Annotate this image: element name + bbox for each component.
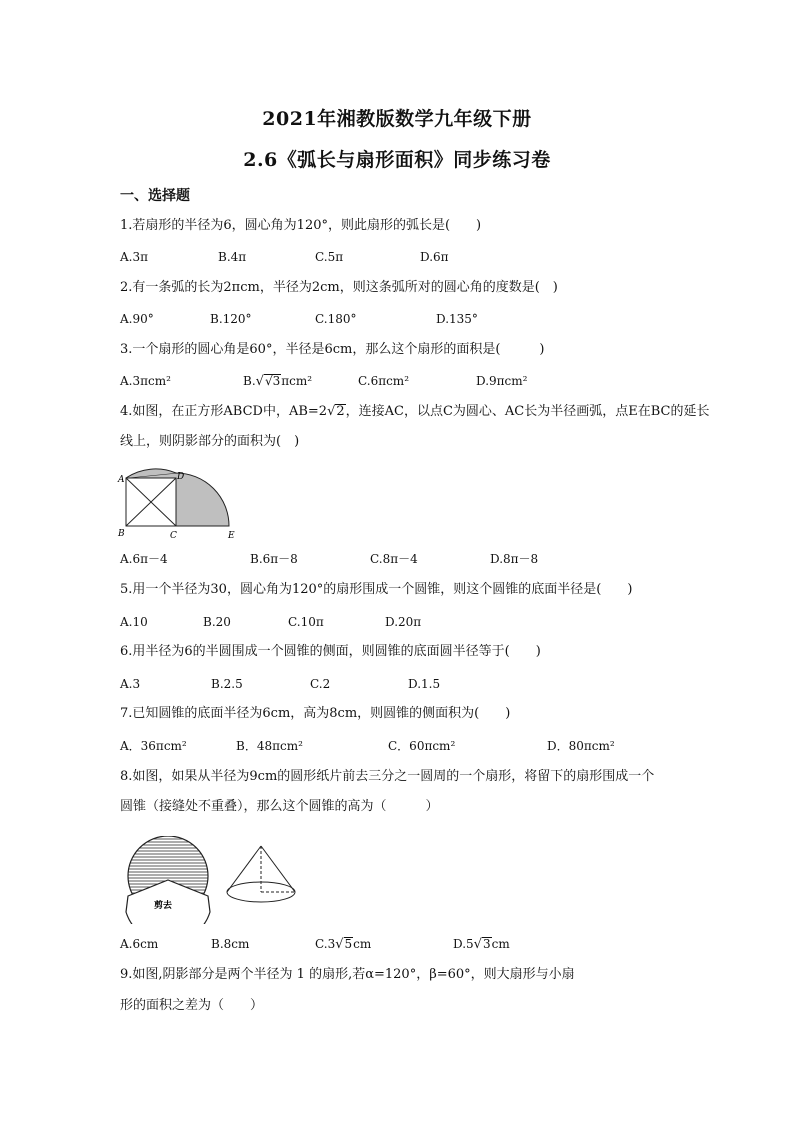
q3-option-d: D.9πcm² (476, 374, 528, 388)
q8-option-c-radicand: 5 (344, 937, 353, 951)
q6-option-c: C.2 (310, 677, 331, 691)
q8-circle-figure (118, 836, 218, 924)
q5-option-c: C.10π (288, 615, 324, 629)
q4-figure (116, 466, 246, 542)
q8-cone-figure (222, 842, 300, 908)
q8-cut-label: 剪去 (154, 901, 173, 911)
q3-option-c: C.6πcm² (358, 374, 409, 388)
section-heading: 一、选择题 (120, 188, 190, 204)
q8-option-d (453, 934, 510, 955)
q4-label-c: C (170, 531, 177, 541)
q8-option-b: B.8cm (211, 937, 250, 951)
q7-option-b: B．48πcm² (236, 739, 303, 753)
q5-option-b: B.20 (203, 615, 231, 629)
q8-option-d-label: D.5 (453, 937, 474, 951)
question-8-stem: 8.如图，如果从半径为9cm的圆形纸片前去三分之一圆周的一个扇形，将留下的扇形围成一个 (120, 769, 655, 784)
document-title: 2021年湘教版数学九年级下册 (262, 108, 532, 130)
q3-option-b-label: B. (243, 374, 256, 388)
q1-option-c: C.5π (315, 250, 344, 264)
q2-option-c: C.180° (315, 312, 357, 326)
q3-option-b (243, 371, 312, 392)
question-7-stem: 7.已知圆锥的底面半径为6cm，高为8cm，则圆锥的侧面积为( ) (120, 706, 511, 721)
q3-option-b-unit: πcm² (281, 374, 313, 388)
q2-option-a: A.90° (120, 312, 154, 326)
q7-option-c: C．60πcm² (388, 739, 456, 753)
q2-option-b: B.120° (210, 312, 252, 326)
q8-option-c-unit: cm (353, 937, 372, 951)
q3-option-a: A.3πcm² (120, 374, 171, 388)
q4-label-b: B (118, 529, 125, 539)
q6-option-a: A.3 (120, 677, 141, 691)
question-6-stem: 6.用半径为6的半圆围成一个圆锥的侧面，则圆锥的底面圆半径等于( ) (120, 644, 541, 659)
q4-label-a: A (118, 475, 125, 485)
q4-stem-part-a: 4.如图，在正方形ABCD中，AB=2 (120, 404, 328, 419)
radical-sign-icon: √ (327, 404, 336, 419)
q8-option-c (315, 934, 371, 955)
q8-option-c-label: C.3 (315, 937, 336, 951)
question-3-stem: 3.一个扇形的圆心角是60°，半径是6cm，那么这个扇形的面积是( ) (120, 342, 545, 357)
radical-sign-icon: √ (335, 937, 344, 952)
q4-option-b: B.6π－8 (250, 552, 298, 566)
q1-option-d: D.6π (420, 250, 449, 264)
question-9-stem: 9.如图,阴影部分是两个半径为 1 的扇形,若α=120°，β=60°，则大扇形与小扇 (120, 967, 575, 982)
q1-option-b: B.4π (218, 250, 247, 264)
question-5-stem: 5.用一个半径为30，圆心角为120°的扇形围成一个圆锥，则这个圆锥的底面半径是( ) (120, 582, 633, 597)
q8-option-d-radicand: 3 (482, 937, 491, 951)
q1-option-a: A.3π (120, 250, 149, 264)
question-4-stem (120, 402, 710, 422)
radical-sign-icon: √ (473, 937, 482, 952)
question-8-stem-line2: 圆锥（接缝处不重叠），那么这个圆锥的高为（ ） (120, 799, 439, 814)
question-9-stem-line2: 形的面积之差为（ ） (120, 998, 264, 1013)
q4-option-a: A.6π－4 (120, 552, 168, 566)
q4-option-d: D.8π－8 (490, 552, 539, 566)
q2-option-d: D.135° (436, 312, 478, 326)
q4-option-c: C.8π－4 (370, 552, 418, 566)
q6-option-d: D.1.5 (408, 677, 441, 691)
q4-label-d: D (177, 472, 185, 482)
question-4-stem-line2: 线上，则阴影部分的面积为( ) (120, 434, 300, 449)
q4-label-e: E (228, 531, 235, 541)
q4-stem-part-c: ，连接AC，以点C为圆心、AC长为半径画弧，点E在BC的延长 (345, 404, 710, 419)
question-1-stem: 1.若扇形的半径为6，圆心角为120°，则此扇形的弧长是( ) (120, 218, 482, 233)
q7-option-a: A．36πcm² (120, 739, 187, 753)
q5-option-a: A.10 (120, 615, 148, 629)
q5-option-d: D.20π (385, 615, 422, 629)
question-2-stem: 2.有一条弧的长为2πcm，半径为2cm，则这条弧所对的圆心角的度数是( ) (120, 280, 558, 295)
q8-option-a: A.6cm (120, 937, 159, 951)
document-subtitle: 2.6《弧长与扇形面积》同步练习卷 (243, 149, 551, 171)
q4-radicand: 2 (336, 404, 345, 419)
q6-option-b: B.2.5 (211, 677, 243, 691)
q3-option-b-radicand: √3 (264, 374, 281, 388)
radical-sign-icon: √ (255, 374, 264, 389)
q7-option-d: D．80πcm² (547, 739, 615, 753)
q8-option-d-unit: cm (491, 937, 510, 951)
